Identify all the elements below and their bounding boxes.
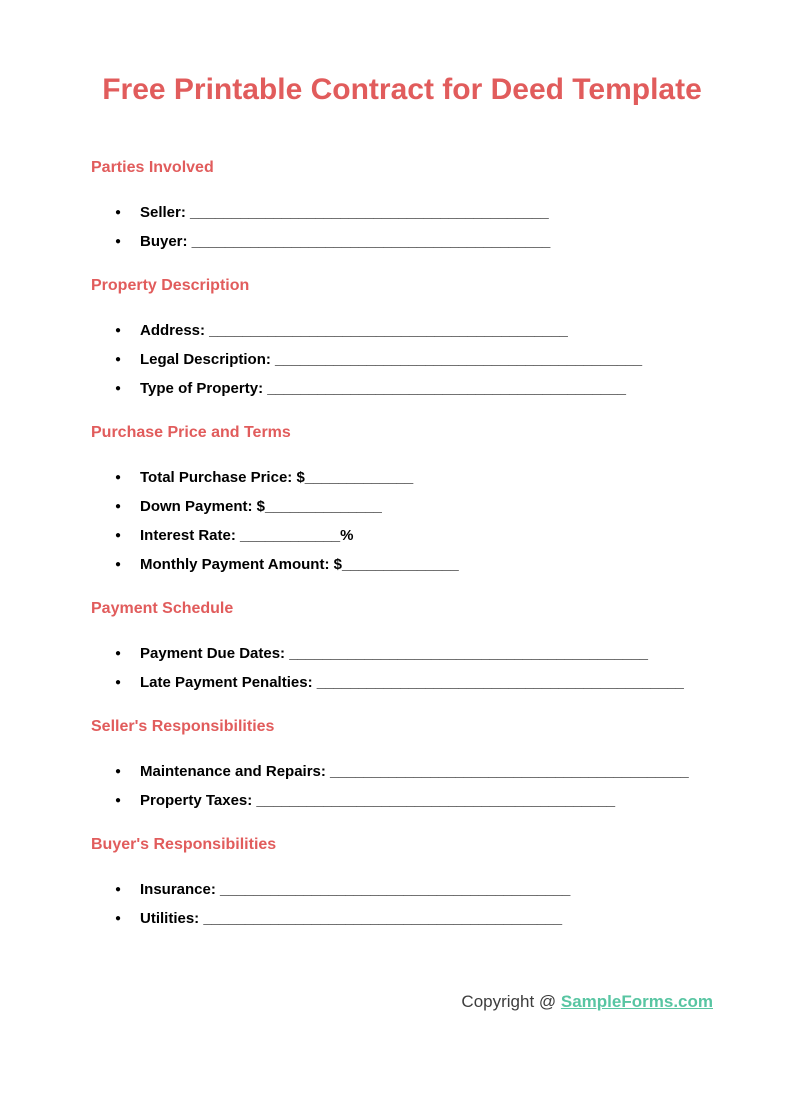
section-parties-involved bbox=[91, 158, 713, 256]
bullet-icon: ● bbox=[115, 501, 122, 512]
list-item-interest-rate bbox=[91, 521, 713, 550]
list-item-text: Address: ___________________________________________ bbox=[140, 322, 568, 339]
list-item-monthly-payment-amount bbox=[91, 550, 713, 579]
list-item-payment-due-dates bbox=[91, 639, 713, 668]
section-sellers-responsibilities bbox=[91, 717, 713, 815]
list-item-seller bbox=[91, 198, 713, 227]
list-item-text: Payment Due Dates: ___________________________________________ bbox=[140, 645, 648, 662]
bullet-icon: ● bbox=[115, 383, 122, 394]
section-property-description bbox=[91, 276, 713, 403]
bullet-list bbox=[91, 639, 713, 697]
section-heading: Parties Involved bbox=[91, 159, 214, 176]
bullet-icon: ● bbox=[115, 354, 122, 365]
sampleforms-link[interactable]: SampleForms.com bbox=[560, 992, 713, 1011]
list-item-text: Monthly Payment Amount: $______________ bbox=[140, 556, 459, 573]
list-item-insurance bbox=[91, 875, 713, 904]
bullet-icon: ● bbox=[115, 325, 122, 336]
bullet-icon: ● bbox=[115, 472, 122, 483]
list-item-text: Down Payment: $______________ bbox=[140, 498, 382, 515]
footer bbox=[91, 991, 713, 1013]
section-heading: Buyer's Responsibilities bbox=[91, 836, 277, 853]
list-item-text: Maintenance and Repairs: ___________________________________________ bbox=[140, 763, 689, 780]
list-item-property-taxes bbox=[91, 786, 713, 815]
list-item-buyer bbox=[91, 227, 713, 256]
list-item-text: Insurance: __________________________________________ bbox=[140, 881, 571, 898]
bullet-list bbox=[91, 757, 713, 815]
section-payment-schedule bbox=[91, 599, 713, 697]
bullet-list bbox=[91, 463, 713, 579]
list-item-late-payment-penalties bbox=[91, 668, 713, 697]
bullet-icon: ● bbox=[115, 236, 122, 247]
list-item-legal-description bbox=[91, 345, 713, 374]
section-purchase-price-terms bbox=[91, 423, 713, 579]
bullet-list bbox=[91, 875, 713, 933]
bullet-icon: ● bbox=[115, 766, 122, 777]
document-page bbox=[0, 72, 804, 1112]
bullet-icon: ● bbox=[115, 913, 122, 924]
list-item-text: Property Taxes: ___________________________________________ bbox=[140, 792, 616, 809]
list-item-text: Utilities: ___________________________________________ bbox=[140, 910, 563, 927]
section-heading: Purchase Price and Terms bbox=[91, 424, 291, 441]
section-heading: Payment Schedule bbox=[91, 600, 234, 617]
section-buyers-responsibilities bbox=[91, 835, 713, 933]
bullet-icon: ● bbox=[115, 530, 122, 541]
list-item-text: Seller: ___________________________________________ bbox=[140, 204, 549, 221]
list-item-text: Buyer: ___________________________________________ bbox=[140, 233, 551, 250]
list-item-text: Type of Property: ___________________________________________ bbox=[140, 380, 626, 397]
list-item-maintenance-and-repairs bbox=[91, 757, 713, 786]
bullet-icon: ● bbox=[115, 207, 122, 218]
list-item-text: Total Purchase Price: $_____________ bbox=[140, 469, 414, 486]
list-item-text: Interest Rate: ____________% bbox=[140, 527, 354, 544]
list-item-type-of-property bbox=[91, 374, 713, 403]
bullet-list bbox=[91, 198, 713, 256]
list-item-text: Late Payment Penalties: ____________________________________________ bbox=[140, 674, 684, 691]
bullet-list bbox=[91, 316, 713, 403]
section-heading: Seller's Responsibilities bbox=[91, 718, 275, 735]
copyright-text: Copyright @ bbox=[461, 992, 561, 1011]
bullet-icon: ● bbox=[115, 677, 122, 688]
bullet-icon: ● bbox=[115, 648, 122, 659]
list-item-utilities bbox=[91, 904, 713, 933]
section-heading: Property Description bbox=[91, 277, 250, 294]
list-item-total-purchase-price bbox=[91, 463, 713, 492]
list-item-down-payment bbox=[91, 492, 713, 521]
bullet-icon: ● bbox=[115, 559, 122, 570]
bullet-icon: ● bbox=[115, 884, 122, 895]
bullet-icon: ● bbox=[115, 795, 122, 806]
page-title: Free Printable Contract for Deed Template bbox=[102, 73, 702, 106]
list-item-address bbox=[91, 316, 713, 345]
list-item-text: Legal Description: ____________________________________________ bbox=[140, 351, 643, 368]
